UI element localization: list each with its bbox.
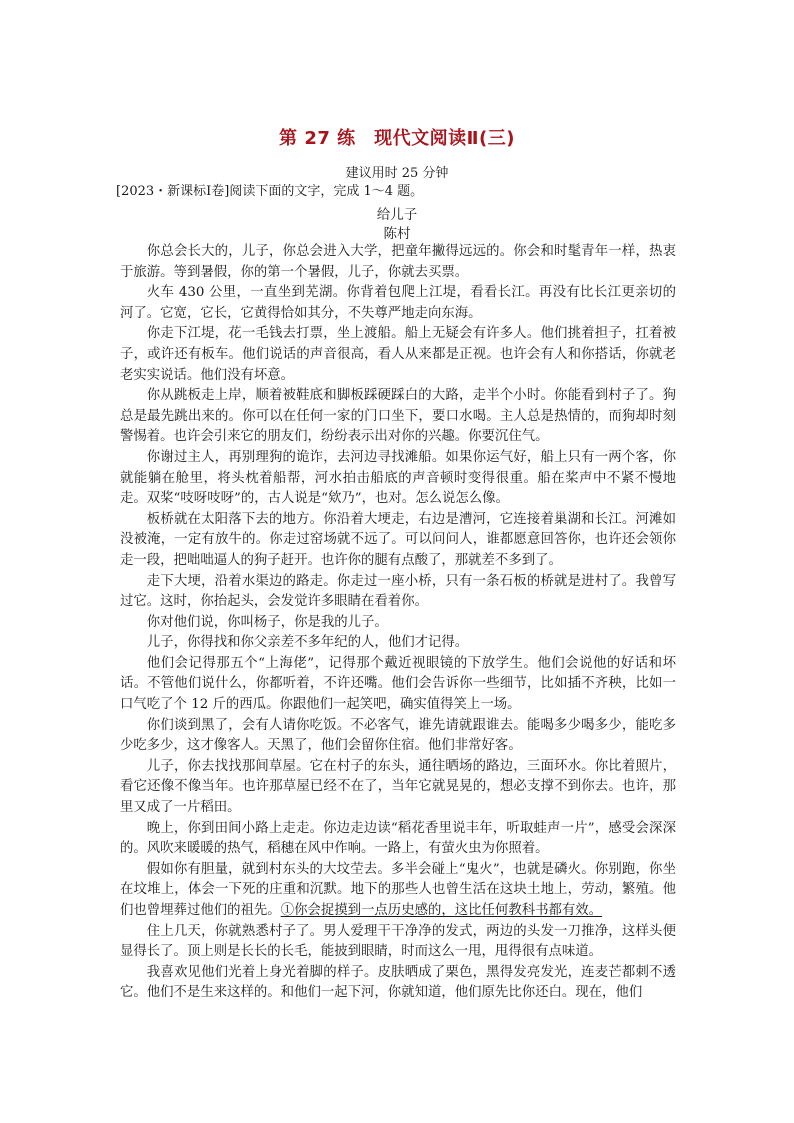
paragraph: 板桥就在太阳落下去的地方。你沿着大埂走，右边是漕河，它连接着巢湖和长江。河滩如没被淹，一定有放牛的。你走过窑场就不远了。可以问问人，谁都愿意回答你，也许还会领你走一段，把咄咄逼人的狗子赶开。也许你的腿有点酸了，那就差不多到了。 — [120, 511, 676, 568]
paragraph: 你总会长大的，儿子，你总会进入大学，把童年撇得远远的。你会和时髦青年一样，热衷于旅游。等到暑假，你的第一个暑假，儿子，你就去买票。 — [120, 244, 676, 280]
reading-instruction: [2023・新课标Ⅰ卷]阅读下面的文字，完成 1～4 题。 — [116, 184, 424, 199]
passage-title: 给儿子 — [376, 207, 418, 223]
paragraph: 我喜欢见他们光着上身光着脚的样子。皮肤晒成了栗色，黑得发亮发光，连麦芒都刺不透它。他们不是生来这样的。和他们一起下河，你就知道，他们原先比你还白。现在，他们 — [120, 964, 676, 1001]
passage-body — [120, 242, 676, 1004]
passage-author: 陈村 — [383, 226, 411, 242]
paragraph: 儿子，你得找和你父亲差不多年纪的人，他们才记得。 — [146, 635, 469, 651]
paragraph: 你走下江堤，花一毛钱去打票，坐上渡船。船上无疑会有许多人。他们挑着担子，扛着被子，或许还有板车。他们说话的声音很高，看人从来都是正视。也许会有人和你搭话，你就老老实实说话。他们没有坏意。 — [120, 326, 676, 383]
paragraph: 火车 430 公里，一直坐到芜湖。你背着包爬上江堤，看看长江。再没有比长江更亲切的河了。它宽，它长，它黄得恰如其分，不失尊严地走向东海。 — [120, 285, 676, 321]
paragraph: 儿子，你去找找那间草屋。它在村子的东头，通往晒场的路边，三面环水。你比着照片，看它还像不像当年。也许那草屋已经不在了，当年它就晃晃的，想必支撑不到你去。也许，那里又成了一片稻田。 — [120, 758, 676, 816]
paragraph: 住上几天，你就熟悉村子了。男人爱理干干净净的发式，两边的头发一刀推净，这样头便显得长了。顶上则是长长的长毛，能披到眼睛，时而这么一甩，甩得很有点味道。 — [120, 923, 676, 960]
paragraph: 你从跳板走上岸，顺着被鞋底和脚板踩硬踩白的大路，走半个小时。你能看到村子了。狗总是最先跳出来的。你可以在任何一家的门口坐下，要口水喝。主人总是热情的，而狗却时刻警惕着。也许会引来它的朋友们，纷纷表示出对你的兴趣。你要沉住气。 — [120, 388, 676, 445]
paragraph — [120, 860, 676, 922]
paragraph: 走下大埂，沿着水渠边的路走。你走过一座小桥，只有一条石板的桥就是进村了。我曾写过它。这时，你抬起头，会发觉许多眼睛在看着你。 — [120, 573, 676, 610]
exercise-title: 第 27 练 现代文阅读Ⅱ(三) — [279, 128, 515, 149]
paragraph: 晚上，你到田间小路上走走。你边走边读“稻花香里说丰年，听取蛙声一片”，感受会深深的。风吹来暖暖的热气，稻穗在风中作响。一路上，有萤火虫为你照着。 — [120, 820, 676, 857]
paragraph: 你们谈到黑了，会有人请你吃饭。不必客气，谁先请就跟谁去。能喝多少喝多少，能吃多少吃多少，这才像客人。天黑了，他们会留你住宿。他们非常好客。 — [120, 717, 676, 754]
underlined-sentence: ①你会捉摸到一点历史感的，这比任何教科书都有效。 — [280, 903, 603, 918]
paragraph: 他们会记得那五个“上海佬”，记得那个戴近视眼镜的下放学生。他们会说他的好话和坏话。不管他们说什么，你都听着，不许还嘴。他们会告诉你一些细节，比如插不齐秧，比如一口气吃了个 12 斤的西瓜。你跟他们一起笑吧，确实值得笑上一场。 — [120, 655, 676, 713]
suggested-time: 建议用时 25 分钟 — [345, 166, 449, 181]
paragraph: 你谢过主人，再别理狗的诡诈，去河边寻找滩船。如果你运气好，船上只有一两个客，你就能躺在舱里，将头枕着船帮，河水拍击船底的声音顿时变得很重。船在桨声中不紧不慢地走。双桨“吱呀吱呀”的，古人说是“欸乃”，也对。怎么说怎么像。 — [120, 449, 676, 507]
paragraph: 你对他们说，你叫杨子，你是我的儿子。 — [146, 614, 388, 630]
paragraph-text: 假如你有胆量，就到村东头的大坟茔去。多半会碰上“鬼火”，也就是磷火。你别跑，你坐在坟堆上，体会一下死的庄重和沉默。地下的那些人也曾生活在这块土地上，劳动，繁殖。他们也曾埋葬过他们的祖先。 — [120, 861, 676, 918]
